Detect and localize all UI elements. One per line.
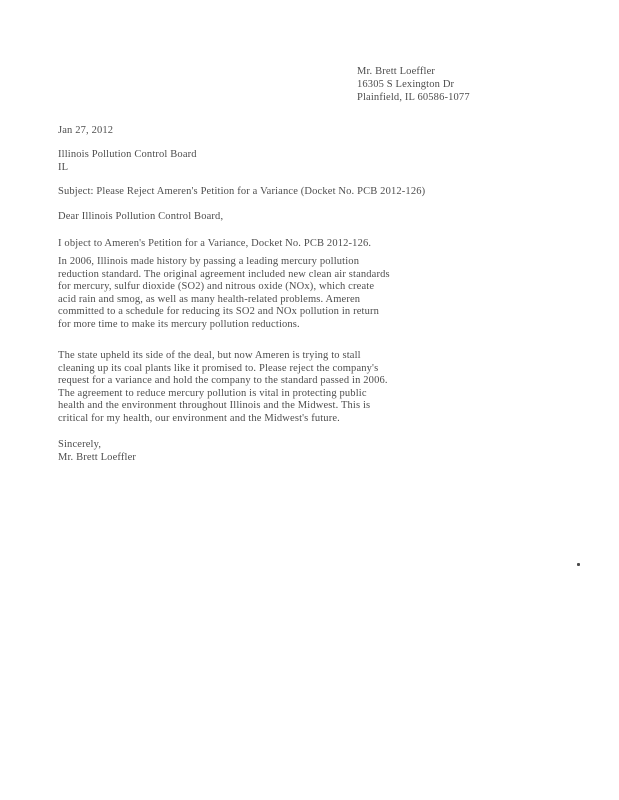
sender-street: 16305 S Lexington Dr [357,79,455,90]
signature-name: Mr. Brett Loeffler [58,452,137,463]
body-paragraph-2: The state upheld its side of the deal, but now Ameren is trying to stall cleaning up its coal plants like it promised to. Please reject the company's request for a variance and hold the company to the standard passed in 2006. The agreement to reduce mercury pollution is vital in protecting public health and the environment throughout Illinois and the Midwest. This is critical for my health, our environment and the Midwest's future. [58,350,388,424]
sender-city-state-zip: Plainfield, IL 60586-1077 [357,92,470,103]
intro-sentence: I object to Ameren's Petition for a Variance, Docket No. PCB 2012-126. [58,238,372,249]
body-paragraph-1: In 2006, Illinois made history by passing a leading mercury pollution reduction standard. The original agreement included new clean air standards for mercury, sulfur dioxide (SO2) and nitrous oxide (NOx), which create acid rain and smog, as well as many health-related problems. Ameren committed to a schedule for reducing its SO2 and NOx pollution in return for more time to make its mercury pollution reductions. [58,256,390,330]
subject-line: Subject: Please Reject Ameren's Petition for a Variance (Docket No. PCB 2012-126) [58,186,426,197]
scan-artifact-dot [577,563,580,566]
recipient-name: Illinois Pollution Control Board [58,149,197,160]
sender-name: Mr. Brett Loeffler [357,66,436,77]
recipient-state: IL [58,162,69,173]
salutation: Dear Illinois Pollution Control Board, [58,211,224,222]
letter-date: Jan 27, 2012 [58,125,114,136]
sender-address-block [357,65,470,104]
recipient-address-block [58,148,197,174]
closing: Sincerely, [58,439,102,450]
